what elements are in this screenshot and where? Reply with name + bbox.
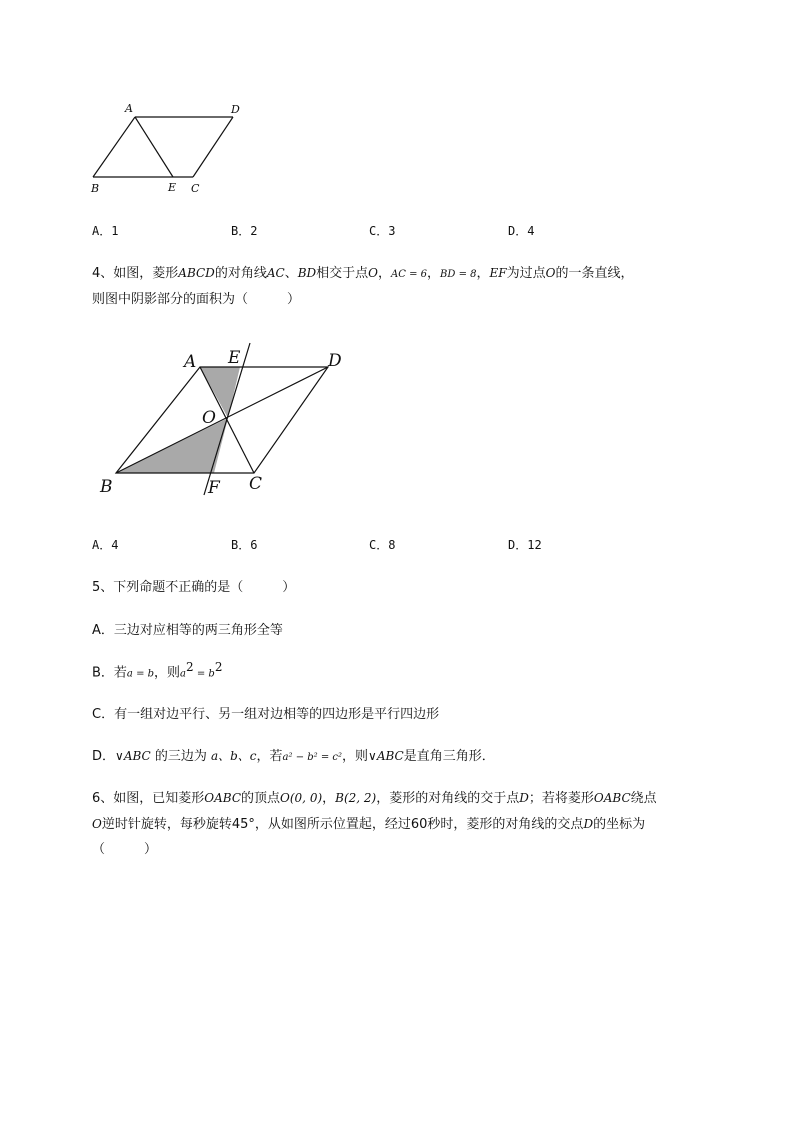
q3-option-a[interactable]: A．1 — [92, 224, 119, 238]
q6-text: 绕点 — [630, 791, 657, 806]
q4-math: BD = 8 — [440, 269, 477, 280]
q6-math: B(2, 2) — [335, 791, 377, 805]
q4-math: BD — [297, 266, 317, 280]
q4-stem-line1 — [92, 262, 633, 281]
fig2-label-c: C — [249, 474, 263, 494]
q4-stem-line2: 则图中阴影部分的面积为（ ） — [92, 292, 301, 307]
q5-b-sup: 2 — [186, 660, 194, 674]
q6-text: 6、如图，已知菱形 — [92, 791, 205, 806]
q4-number: 4、 — [92, 266, 114, 281]
q4-math: O — [545, 266, 556, 280]
fig2-label-f: F — [208, 478, 220, 498]
q5-d-math: a、b、c — [210, 749, 257, 763]
q6-text: 的坐标为 — [593, 817, 646, 832]
q6-stem-line2 — [92, 813, 645, 832]
q6-text: 的顶点 — [241, 791, 281, 806]
fig1-label-d: D — [231, 103, 240, 116]
q4-options — [92, 536, 732, 554]
q4-text: 为过点 — [506, 266, 546, 281]
q4-math: AC = 6 — [391, 269, 428, 280]
q6-math: D — [519, 791, 529, 805]
q5-b-text: B．若 — [92, 665, 127, 681]
q5-d-text: 是直角三角形． — [403, 749, 495, 764]
q3-option-b[interactable]: B．2 — [231, 224, 258, 238]
q5-b-math: b — [208, 668, 215, 680]
q4-option-b[interactable]: B．6 — [231, 538, 258, 552]
q5-d-text: ，则 — [342, 749, 369, 764]
q6-math: OABC — [593, 791, 631, 805]
fig2-label-o: O — [202, 408, 216, 428]
q6-text: ，菱形的对角线的交于点 — [376, 791, 520, 806]
q5-d-triangle-symbol: ∨ — [115, 749, 124, 763]
fig2-label-d: D — [328, 351, 342, 371]
q6-stem-line3: （ ） — [92, 842, 158, 857]
q5-b-math: = — [193, 668, 209, 680]
q4-text: 相交于点 — [316, 266, 369, 281]
q4-text: 、 — [284, 266, 298, 281]
q4-math: AC — [266, 266, 285, 280]
q6-math: O — [92, 817, 102, 831]
q4-text: 的对角线 — [214, 266, 267, 281]
q4-text: ， — [476, 266, 490, 281]
q5-d-text: D． — [92, 749, 116, 764]
fig1-label-a: A — [125, 102, 133, 115]
q4-option-c[interactable]: C．8 — [369, 538, 396, 552]
fig1-label-b: B — [91, 182, 100, 195]
q5-option-a[interactable]: A．三边对应相等的两三角形全等 — [92, 623, 283, 638]
fig2-label-e: E — [228, 348, 241, 368]
q6-math: D — [583, 817, 594, 831]
q5-b-math: a — [180, 668, 187, 680]
q6-text: ， — [322, 791, 336, 806]
q4-option-a[interactable]: A．4 — [92, 538, 119, 552]
q4-text: 的一条直线， — [555, 266, 634, 281]
fig1-label-c: C — [191, 182, 200, 195]
q4-math: EF — [489, 266, 507, 280]
q5-option-b[interactable] — [92, 660, 222, 680]
q5-d-triangle-symbol: ∨ — [368, 749, 377, 763]
q6-text: ；若将菱形 — [528, 791, 594, 806]
q4-text: ， — [427, 266, 441, 281]
q5-d-math: a² − b² = c² — [282, 752, 343, 763]
figure-rhombus-abcd — [92, 335, 362, 505]
figure-parallelogram-abcd — [85, 95, 255, 200]
q5-b-sup: 2 — [214, 660, 223, 674]
q3-option-d[interactable]: D．4 — [508, 224, 535, 238]
q6-math: OABC — [204, 791, 242, 805]
q3-options — [92, 222, 732, 240]
fig1-label-e: E — [168, 181, 177, 194]
q5-stem: 5、下列命题不正确的是（ ） — [92, 580, 296, 595]
q5-option-c[interactable]: C．有一组对边平行、另一组对边相等的四边形是平行四边形 — [92, 707, 440, 722]
q5-d-math: ABC — [376, 749, 404, 763]
q4-math: ABCD — [178, 266, 215, 280]
q4-math: O — [368, 266, 379, 280]
q6-math: O(0, 0) — [280, 791, 323, 805]
fig2-label-a: A — [184, 352, 197, 372]
fig2-label-b: B — [100, 477, 113, 497]
q6-text: 逆时针旋转，每秒旋转45°，从如图所示位置起，经过60秒时，菱形的对角线的交点 — [101, 817, 584, 832]
q5-b-text: ，则 — [154, 665, 181, 681]
q6-stem-line1 — [92, 787, 657, 806]
q4-text: 如图，菱形 — [113, 266, 179, 281]
q3-option-c[interactable]: C．3 — [369, 224, 396, 238]
q5-d-text: ，若 — [256, 749, 283, 764]
q5-d-text: 的三边为 — [150, 749, 211, 764]
q4-option-d[interactable]: D．12 — [508, 538, 542, 552]
q5-option-d[interactable] — [92, 745, 495, 764]
q5-b-math: a = b — [126, 668, 155, 680]
q5-d-math: ABC — [123, 749, 151, 763]
q4-text: ， — [378, 266, 392, 281]
